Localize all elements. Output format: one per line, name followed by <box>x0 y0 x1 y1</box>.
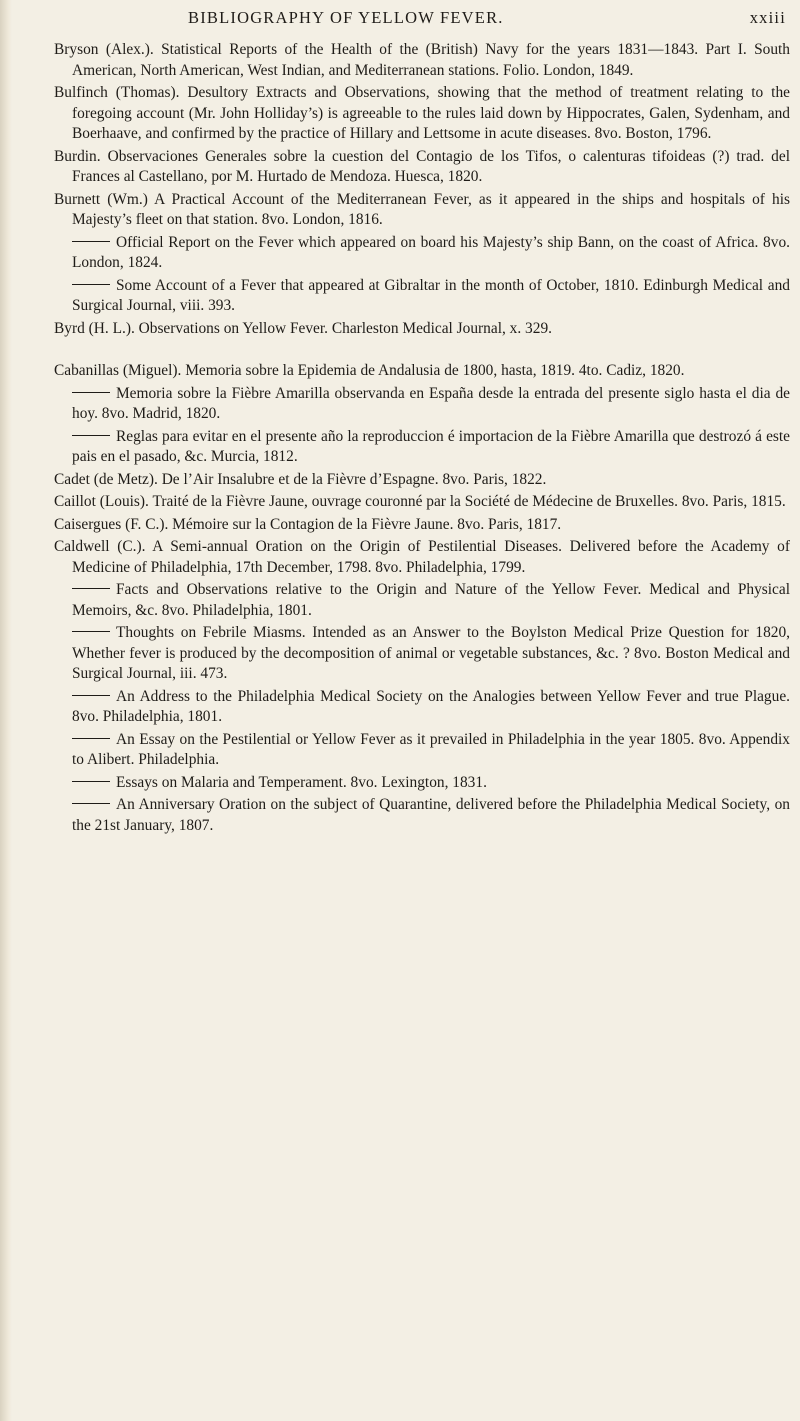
entry-text: Cabanillas (Miguel). Memoria sobre la Epidemia de Andalusia de 1800, hasta, 1819. 4to. Cadiz, 1820. <box>54 362 685 379</box>
page-binding-edge <box>0 0 12 1421</box>
running-head: BIBLIOGRAPHY OF YELLOW FEVER. <box>188 8 504 27</box>
entry-text: Burdin. Observaciones Generales sobre la cuestion del Contagio de los Tifos, o calenturas tifoideas (?) trad. del Frances al Castellano, por M. Hurtado de Mendoza. Huesca, 1820. <box>54 147 790 185</box>
entry-text: Memoria sobre la Fièbre Amarilla observanda en España desde la entrada del presente siglo hasta el dia de hoy. 8vo. Madrid, 1820. <box>72 384 790 422</box>
entry-text: Facts and Observations relative to the Origin and Nature of the Yellow Fever. Medical and Physical Memoirs, &c. 8vo. Philadelphia, 1801. <box>72 581 790 619</box>
ditto-dash <box>72 695 110 696</box>
bibliography-sub-entry <box>54 687 790 728</box>
entry-text: Caldwell (C.). A Semi-annual Oration on the Origin of Pestilential Diseases. Delivered before the Academy of Medicine of Philadelphia, 17th December, 1798. 8vo. Philadelphia, 1799. <box>54 538 790 576</box>
entry-text: Cadet (de Metz). De l’Air Insalubre et de la Fièvre d’Espagne. 8vo. Paris, 1822. <box>54 470 547 488</box>
ditto-dash <box>72 284 110 285</box>
bibliography-entry <box>54 83 790 145</box>
bibliography-sub-entry <box>54 384 790 425</box>
bibliography-sub-entry <box>54 730 790 771</box>
ditto-dash <box>72 241 110 242</box>
entry-text: Caillot (Louis). Traité de la Fièvre Jaune, ouvrage couronné par la Société de Médecine de Bruxelles. 8vo. Paris, 1815. <box>54 493 786 510</box>
entry-text: Official Report on the Fever which appeared on board his Majesty’s ship Bann, on the coast of Africa. 8vo. London, 1824. <box>72 233 790 271</box>
bibliography-entry <box>54 492 790 513</box>
bibliography-sub-entry <box>54 276 790 317</box>
entry-text: Bulfinch (Thomas). Desultory Extracts and Observations, showing that the method of treatment relating to the foregoing account (Mr. John Holliday’s) is agreeable to the rules laid down by Hippocrates, Galen, Sydenham, and Boerhaave, and confirmed by the practice of Hillary and Lettsome in acute diseases. 8vo. Boston, 1796. <box>54 84 790 142</box>
ditto-dash <box>72 588 110 589</box>
ditto-dash <box>72 738 110 739</box>
entry-text: Burnett (Wm.) A Practical Account of the Mediterranean Fever, as it appeared in the ships and hospitals of his Majesty’s fleet on that station. 8vo. London, 1816. <box>54 190 790 228</box>
ditto-dash <box>72 781 110 782</box>
bibliography-sub-entry <box>54 427 790 468</box>
bibliography-sub-entry <box>54 795 790 836</box>
ditto-dash <box>72 803 110 804</box>
entry-text: Bryson (Alex.). Statistical Reports of the Health of the (British) Navy for the years 1831—1843. Part I. South American, North American, West Indian, and Mediterranean stations. Folio. London, 1849. <box>54 41 790 79</box>
bibliography-entry <box>54 147 790 188</box>
section-gap <box>54 341 790 361</box>
entry-text: Byrd (H. L.). Observations on Yellow Fever. Charleston Medical Journal, x. 329. <box>54 319 552 337</box>
entry-text: Caisergues (F. C.). Mémoire sur la Contagion de la Fièvre Jaune. 8vo. Paris, 1817. <box>54 515 562 533</box>
bibliography-entry <box>54 470 790 491</box>
ditto-dash <box>72 435 110 436</box>
ditto-dash <box>72 631 110 632</box>
bibliography-sub-entry <box>54 233 790 274</box>
entry-text: Thoughts on Febrile Miasms. Intended as an Answer to the Boylston Medical Prize Question for 1820, Whether fever is produced by the decomposition of animal or vegetable substances, &c. ? 8vo. Boston Medical and Surgical Journal, iii. 473. <box>72 624 790 682</box>
entry-text: Some Account of a Fever that appeared at Gibraltar in the month of October, 1810. Edinburgh Medical and Surgical Journal, viii. 393. <box>72 276 790 314</box>
page-header <box>60 6 786 32</box>
bibliography-entry <box>54 40 790 81</box>
entry-text: An Address to the Philadelphia Medical Society on the Analogies between Yellow Fever and true Plague. 8vo. Philadelphia, 1801. <box>72 687 790 725</box>
ditto-dash <box>72 392 110 393</box>
bibliography-sub-entry <box>54 773 790 794</box>
entry-text: Essays on Malaria and Temperament. 8vo. Lexington, 1831. <box>116 773 487 791</box>
bibliography-list <box>54 40 790 838</box>
bibliography-sub-entry <box>54 623 790 685</box>
bibliography-entry <box>54 515 790 536</box>
entry-text: An Essay on the Pestilential or Yellow Fever as it prevailed in Philadelphia in the year 1805. 8vo. Appendix to Alibert. Philadelphia. <box>72 730 790 768</box>
bibliography-sub-entry <box>54 580 790 621</box>
entry-text: An Anniversary Oration on the subject of Quarantine, delivered before the Philadelphia Medical Society, on the 21st January, 1807. <box>72 796 790 834</box>
bibliography-entry <box>54 537 790 578</box>
page-number: xxiii <box>749 8 786 27</box>
entry-text: Reglas para evitar en el presente año la reproduccion é importacion de la Fièbre Amarilla que destrozó á este pais en el pasado, &c. Murcia, 1812. <box>72 427 790 465</box>
bibliography-entry <box>54 319 790 340</box>
bibliography-entry <box>54 190 790 231</box>
bibliography-entry <box>54 361 790 382</box>
